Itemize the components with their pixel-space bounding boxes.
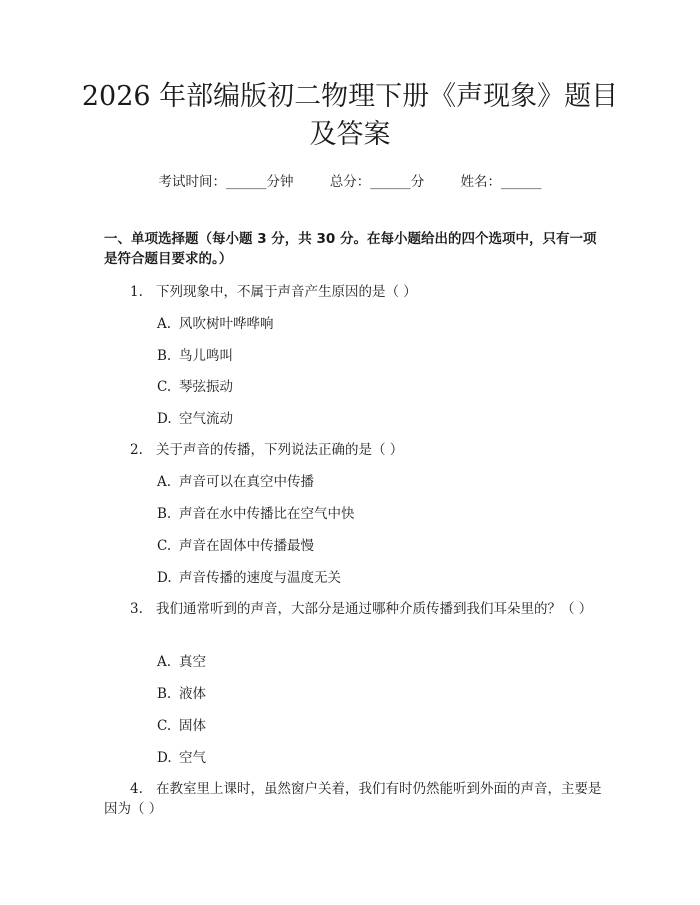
option-1a: A. 风吹树叶哗哗响	[157, 316, 274, 332]
total-score-field: 总分：______分	[329, 174, 425, 190]
exam-time-field: 考试时间：______分钟	[158, 174, 294, 190]
question-text: 关于声音的传播，下列说法正确的是（ ）	[156, 442, 404, 458]
option-3d: D. 空气	[157, 750, 206, 766]
question-text: 下列现象中，不属于声音产生原因的是（ ）	[156, 284, 417, 300]
student-name-field: 姓名：______	[460, 174, 542, 190]
option-3c: C. 固体	[157, 718, 206, 734]
question-number: 2.	[130, 442, 143, 458]
option-2b: B. 声音在水中传播比在空气中快	[157, 506, 355, 522]
question-2	[104, 440, 604, 460]
question-number: 4.	[130, 781, 143, 797]
option-1c: C. 琴弦振动	[157, 379, 233, 395]
section-heading-single-choice: 一、单项选择题（每小题 3 分，共 30 分。在每小题给出的四个选项中，只有一项是符合题目要求的。）	[104, 231, 597, 267]
question-number: 1.	[130, 284, 143, 300]
option-2a: A. 声音可以在真空中传播	[157, 474, 314, 490]
page-title	[60, 78, 640, 154]
option-1d: D. 空气流动	[157, 411, 233, 427]
option-1b: B. 鸟儿鸣叫	[157, 348, 233, 364]
question-4	[104, 779, 604, 819]
exam-info-line	[0, 170, 700, 190]
option-3a: A. 真空	[157, 654, 206, 670]
question-text: 在教室里上课时，虽然窗户关着，我们有时仍然能听到外面的声音，主要是因为（ ）	[104, 781, 602, 817]
option-2d: D. 声音传播的速度与温度无关	[157, 570, 341, 586]
title-line-2: 及答案	[309, 119, 391, 150]
option-2c: C. 声音在固体中传播最慢	[157, 538, 314, 554]
question-text: 我们通常听到的声音，大部分是通过哪种介质传播到我们耳朵里的？（ ）	[156, 601, 593, 617]
question-number: 3.	[130, 601, 143, 617]
option-3b: B. 液体	[157, 686, 206, 702]
question-1	[104, 282, 604, 302]
question-3	[104, 599, 604, 619]
title-line-1: 2026 年部编版初二物理下册《声现象》题目	[81, 81, 619, 112]
